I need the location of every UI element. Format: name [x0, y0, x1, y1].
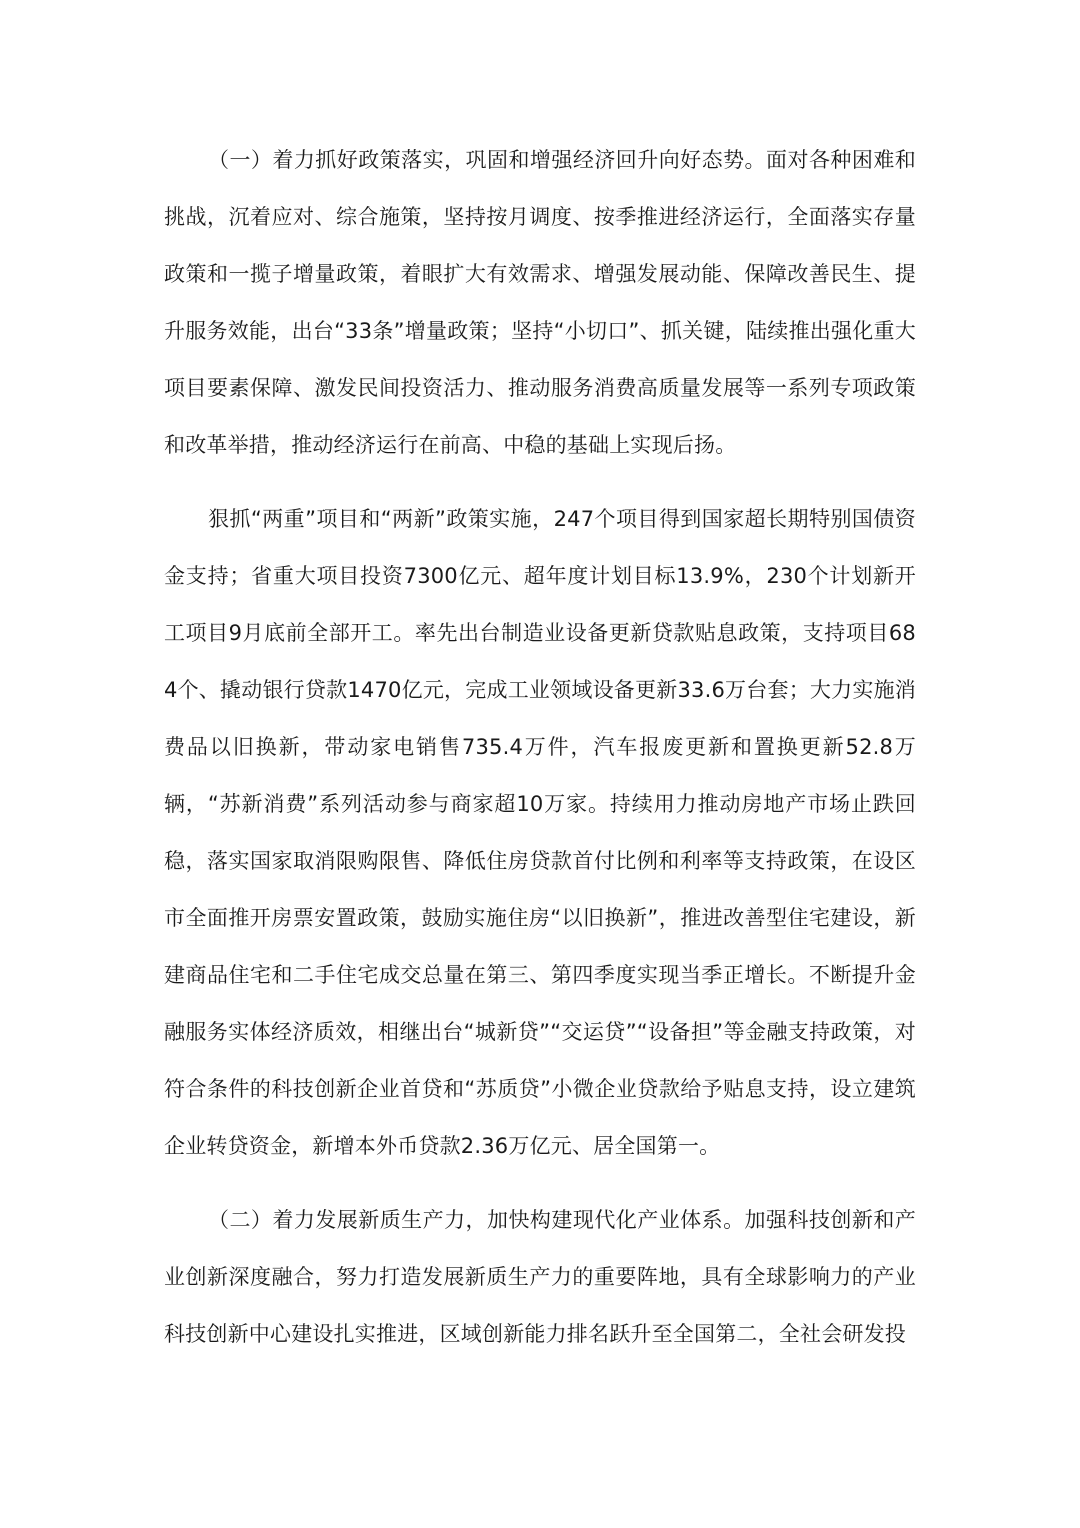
- document-body: [164, 132, 916, 1363]
- paragraph-policy-implementation: （一）着力抓好政策落实，巩固和增强经济回升向好态势。面对各种困难和挑战，沉着应对、综合施策，坚持按月调度、按季推进经济运行，全面落实存量政策和一揽子增量政策，着眼扩大有效需求、增强发展动能、保障改善民生、提升服务效能，出台“33条”增量政策；坚持“小切口”、抓关键，陆续推出强化重大项目要素保障、激发民间投资活力、推动服务消费高质量发展等一系列专项政策和改革举措，推动经济运行在前高、中稳的基础上实现后扬。: [164, 148, 916, 457]
- paragraph-projects-and-consumption: 狠抓“两重”项目和“两新”政策实施，247个项目得到国家超长期特别国债资金支持；省重大项目投资7300亿元、超年度计划目标13.9%，230个计划新开工项目9月底前全部开工。率先出台制造业设备更新贷款贴息政策，支持项目684个、撬动银行贷款1470亿元，完成工业领域设备更新33.6万台套；大力实施消费品以旧换新，带动家电销售735.4万件，汽车报废更新和置换更新52.8万辆，“苏新消费”系列活动参与商家超10万家。持续用力推动房地产市场止跌回稳，落实国家取消限购限售、降低住房贷款首付比例和利率等支持政策，在设区市全面推开房票安置政策，鼓励实施住房“以旧换新”，推进改善型住宅建设，新建商品住宅和二手住宅成交总量在第三、第四季度实现当季正增长。不断提升金融服务实体经济质效，相继出台“城新贷”“交运贷”“设备担”等金融支持政策，对符合条件的科技创新企业首贷和“苏质贷”小微企业贷款给予贴息支持，设立建筑企业转贷资金，新增本外币贷款2.36万亿元、居全国第一。: [164, 507, 916, 1158]
- paragraph-new-productive-forces: （二）着力发展新质生产力，加快构建现代化产业体系。加强科技创新和产业创新深度融合，努力打造发展新质生产力的重要阵地，具有全球影响力的产业科技创新中心建设扎实推进，区域创新能力排名跃升至全国第二，全社会研发投: [164, 1208, 916, 1346]
